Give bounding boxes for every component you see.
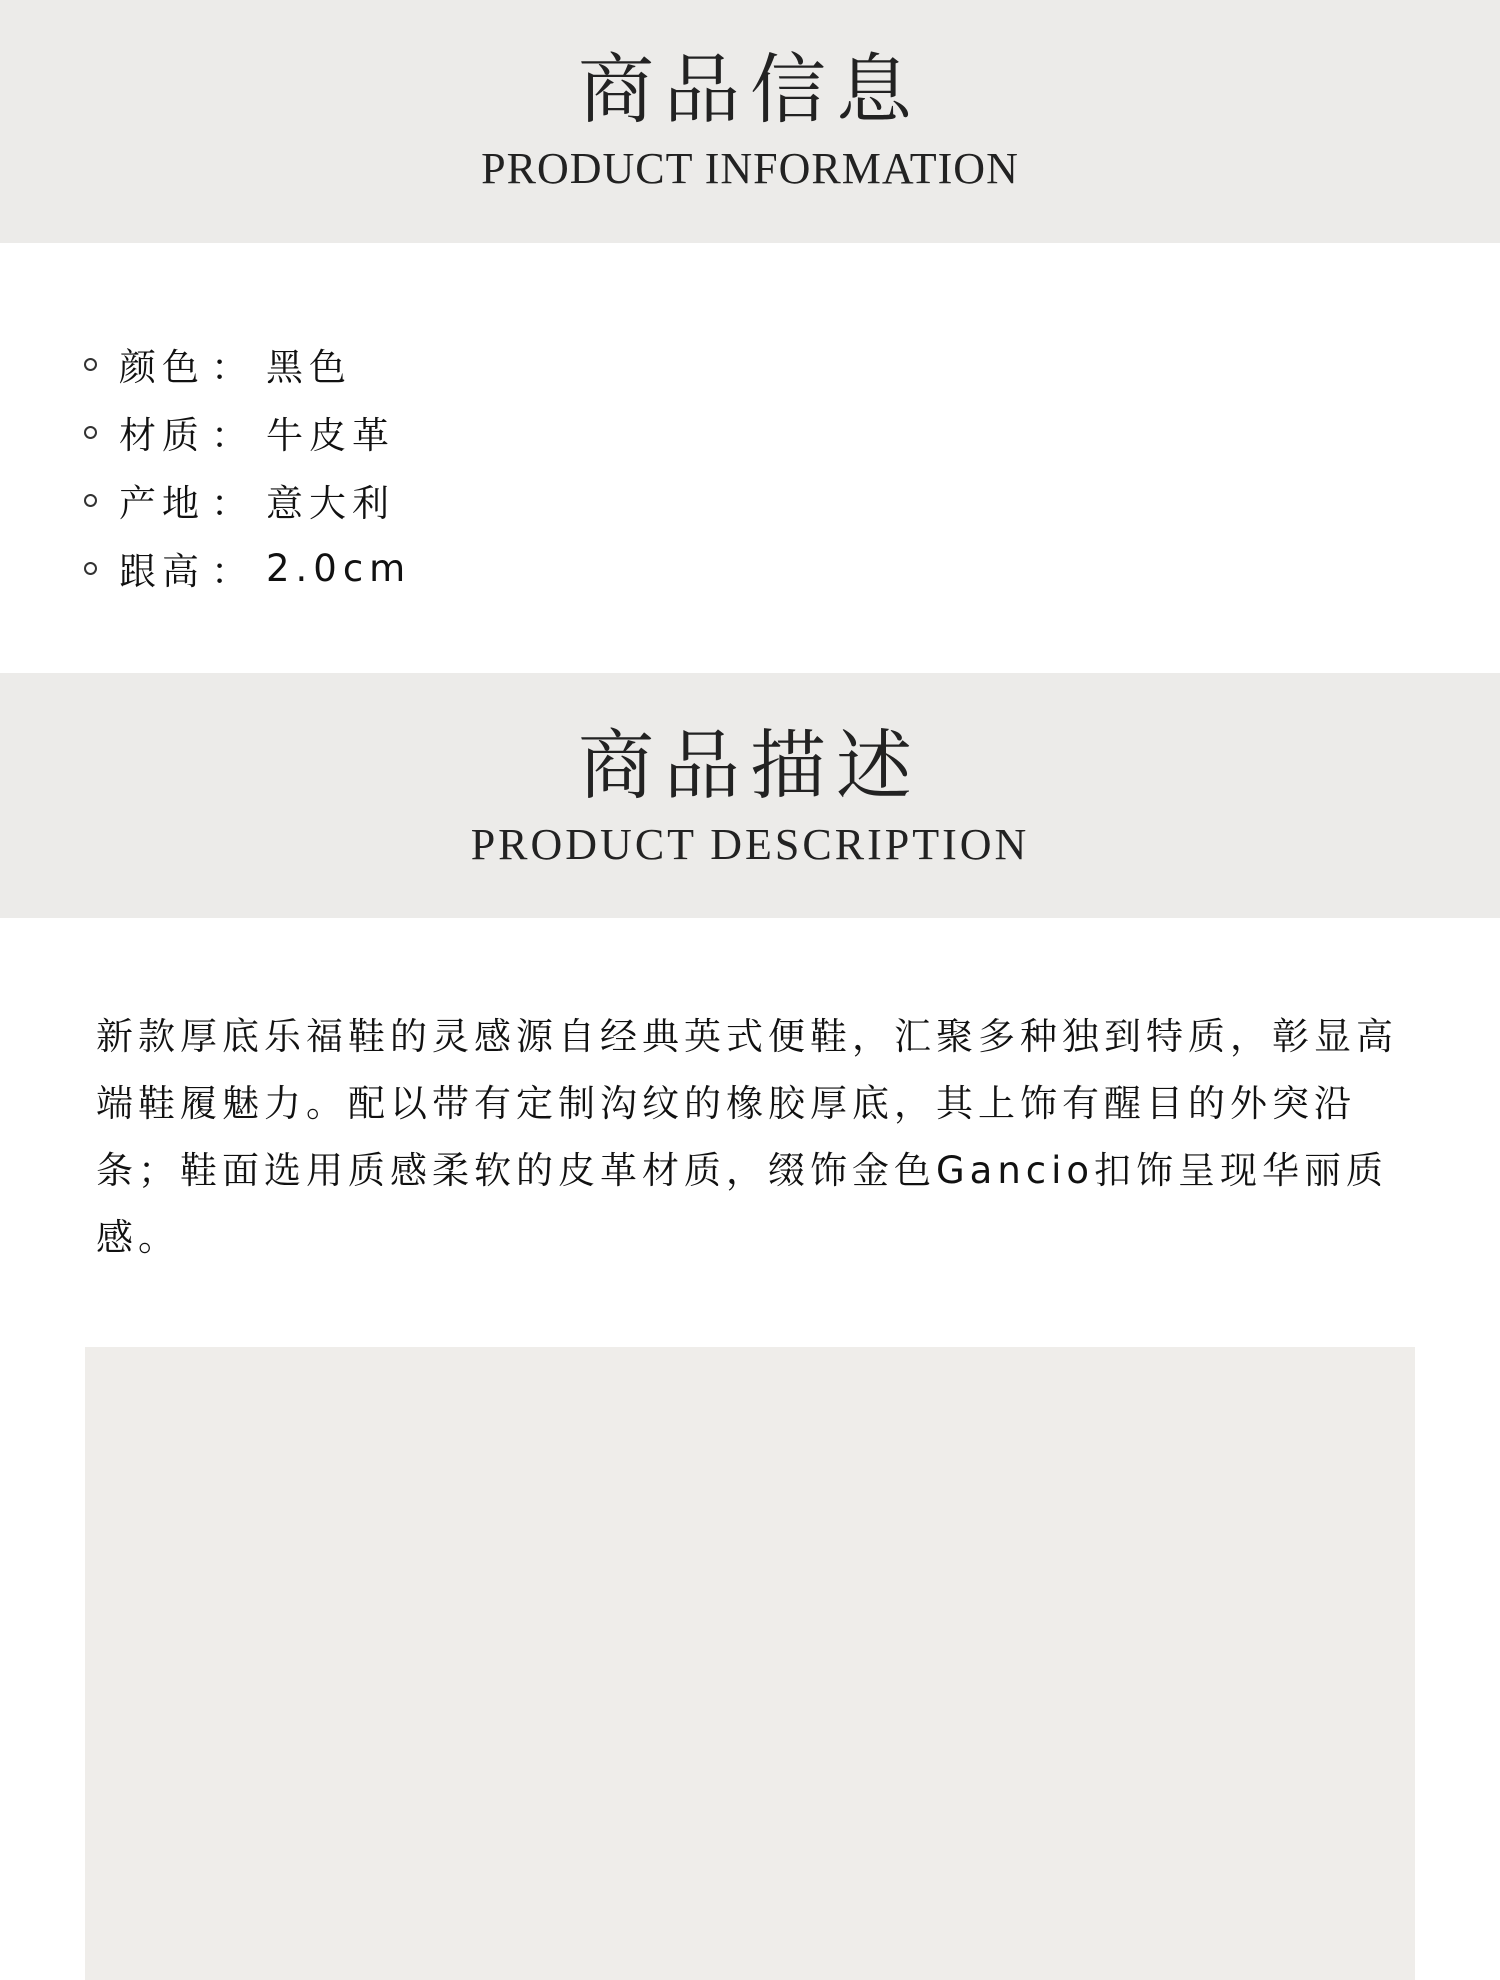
attribute-label: 颜色 [119,346,205,389]
bullet-circle-icon [84,426,97,439]
attribute-item-color [84,330,411,398]
product-information-header [0,0,1500,243]
section-title-cn: 商品描述 [578,721,922,810]
attribute-value: 牛皮革 [266,414,395,457]
attribute-item-heel-height [84,534,411,602]
attribute-label: 跟高 [119,550,205,593]
attribute-value: 2.0cm [266,546,412,590]
section-title-en: PRODUCT INFORMATION [481,144,1019,193]
attribute-separator: ： [211,482,254,525]
attribute-separator: ： [211,414,254,457]
attribute-separator: ： [211,346,254,389]
product-attribute-list [84,330,411,602]
bullet-circle-icon [84,562,97,575]
attribute-value: 意大利 [266,482,395,525]
section-title-cn: 商品信息 [578,45,922,134]
bullet-circle-icon [84,494,97,507]
attribute-item-origin [84,466,411,534]
product-image-area [85,1347,1415,1980]
bullet-circle-icon [84,358,97,371]
attribute-label: 材质 [119,414,205,457]
attribute-value: 黑色 [266,346,352,389]
product-description-text: 新款厚底乐福鞋的灵感源自经典英式便鞋，汇聚多种独到特质，彰显高端鞋履魅力。配以带有定制沟纹的橡胶厚底，其上饰有醒目的外突沿条；鞋面选用质感柔软的皮革材质，缀饰金色Gancio扣饰呈现华丽质感。 [96,1015,1398,1259]
attribute-item-material [84,398,411,466]
attribute-separator: ： [211,550,254,593]
product-description-header [0,673,1500,918]
section-title-en: PRODUCT DESCRIPTION [470,820,1030,869]
attribute-label: 产地 [119,482,205,525]
